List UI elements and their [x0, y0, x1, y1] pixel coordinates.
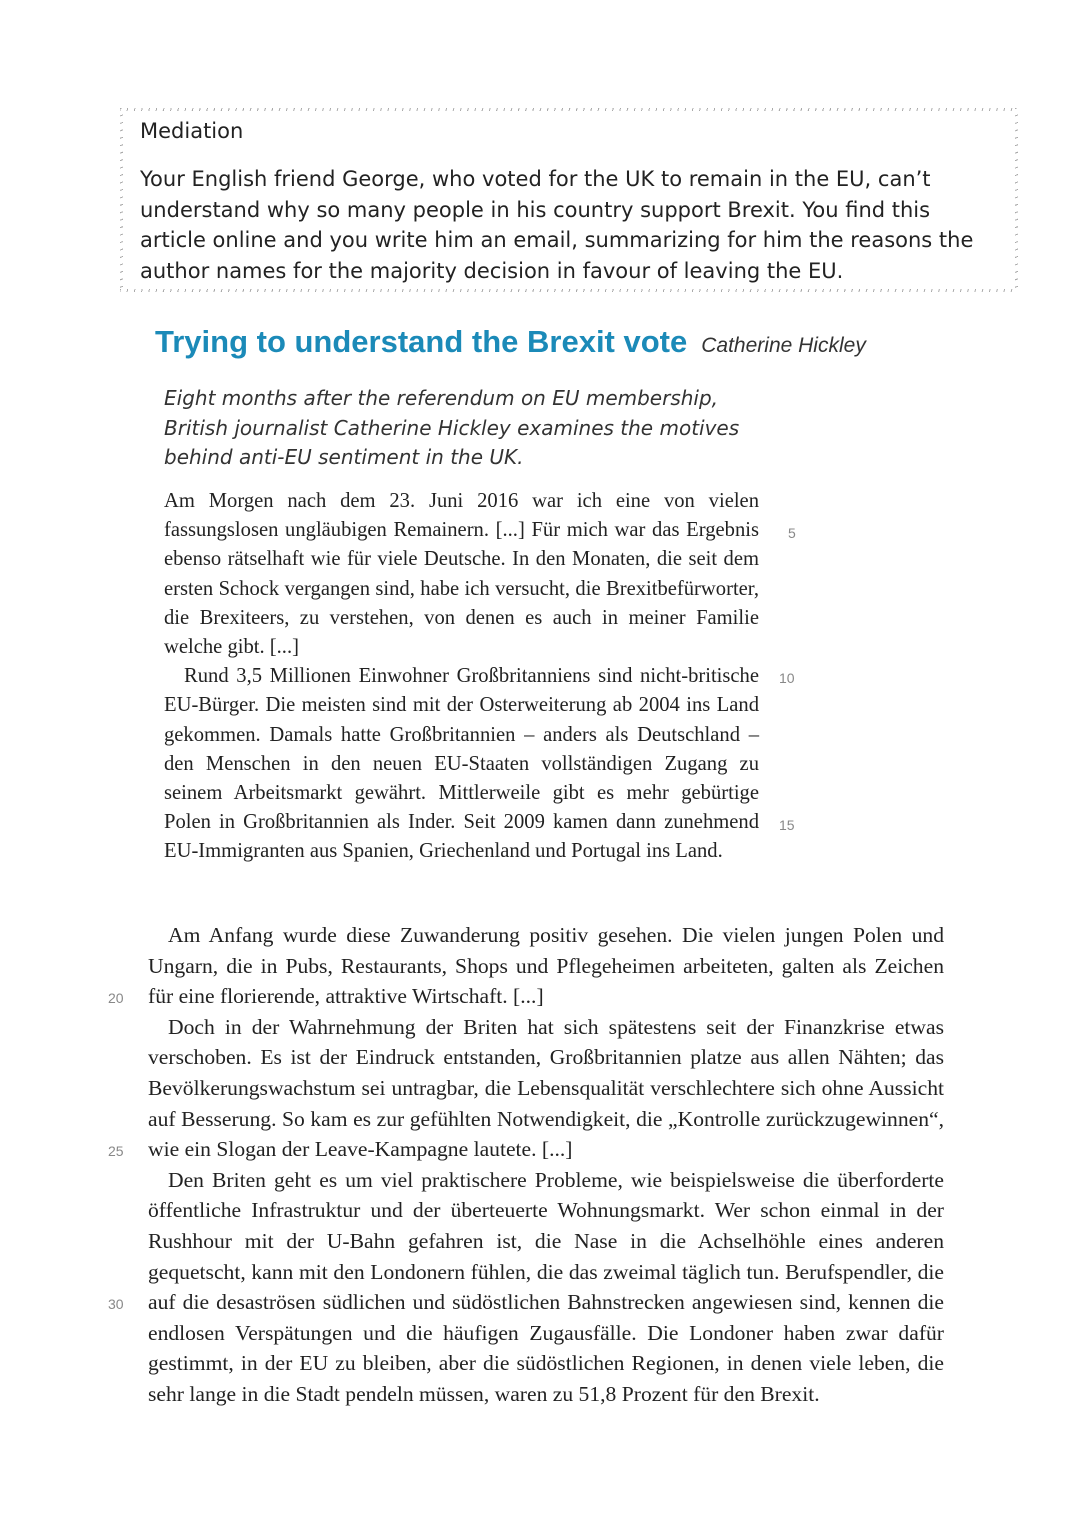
line-number: 20	[108, 990, 124, 1006]
task-label: Mediation	[140, 119, 244, 143]
article-author: Catherine Hickley	[701, 334, 866, 357]
article-title-line	[155, 322, 866, 366]
body-paragraph: Den Briten geht es um viel praktischere Probleme, wie beispielsweise die überforderte öffentliche Infrastruktur und der überteuerte Wohnungsmarkt. Wer schon einmal in der Rushhour mit der U-Bahn gefahren ist, die Nase in die Achselhöhle eines anderen gequetscht, kann mit den Londonern fühlen, die das zweimal täglich tun. Berufspendler, die auf die desaströsen südlichen und südöstlichen Bahnstrecken angewiesen sind, kennen die endlosen Verspätungen und die häufigen Zugausfälle. Die Londoner haben zwar dafür gestimmt, in der EU zu bleiben, aber die südöstlichen Regionen, in denen viele leben, die sehr lange in die Stadt pendeln müssen, waren zu 51,8 Prozent für den Brexit.	[148, 1167, 944, 1406]
article-body-column-2	[148, 920, 944, 1410]
body-paragraph: Am Morgen nach dem 23. Juni 2016 war ich eine von vielen fassungslosen ungläubigen Remainern. [...] Für mich war das Ergebnis ebenso rätselhaft wie für viele Deutsche. In den Monaten, die seit dem ersten Schock vergangen sind, habe ich versucht, die Brexitbefürworter, die Brexiteers, zu verstehen, von denen es auch in meiner Familie welche gibt. [...]	[164, 490, 759, 659]
article-body-column-1	[164, 487, 759, 867]
body-paragraph: Rund 3,5 Millionen Einwohner Großbritanniens sind nicht-britische EU-Bürger. Die meisten sind mit der Osterweiterung ab 2004 ins Land gekommen. Damals hatte Großbritannien – anders als Deutschland – den Menschen in den neuen EU-Staaten vollständigen Zugang zu seinem Arbeitsmarkt gewährt. Mittlerweile gibt es mehr gebürtige Polen in Großbritannien als Inder. Seit 2009 kamen dann zunehmend EU-Immigranten aus Spanien, Griechenland und Portugal ins Land.	[164, 665, 759, 863]
task-instructions: Your English friend George, who voted for the UK to remain in the EU, can’t understand why so many people in his country support Brexit. You find this article online and you write him an email, summarizing for him the reasons the author names for the majority decision in favour of leaving the EU.	[140, 167, 974, 283]
line-number: 30	[108, 1296, 124, 1312]
article-intro: Eight months after the referendum on EU membership, British journalist Catherine Hickley examines the motives behind anti-EU sentiment in the UK.	[164, 386, 740, 469]
line-number: 15	[779, 817, 795, 833]
line-number: 10	[779, 670, 795, 686]
body-paragraph: Am Anfang wurde diese Zuwanderung positiv gesehen. Die vielen jungen Polen und Ungarn, die in Pubs, Restaurants, Shops und Pflegeheimen arbeiteten, galten als Zeichen für eine florierende, attraktive Wirtschaft. [...]	[148, 923, 944, 1009]
mediation-task-box	[120, 108, 1018, 292]
line-number: 5	[788, 525, 796, 541]
line-number: 25	[108, 1143, 124, 1159]
article-title: Trying to understand the Brexit vote	[155, 324, 688, 359]
body-paragraph: Doch in der Wahrnehmung der Briten hat sich spätestens seit der Finanzkrise etwas verschoben. Es ist der Eindruck entstanden, Großbritannien platze aus allen Nähten; das Bevölkerungswachstum sei untragbar, die Lebensqualität verschlechtere sich ohne Aussicht auf Besserung. So kam es zur gefühlten Notwendigkeit, die „Kontrolle zurückzugewinnen“, wie ein Slogan der Leave-Kampagne lautete. [...]	[148, 1014, 944, 1162]
